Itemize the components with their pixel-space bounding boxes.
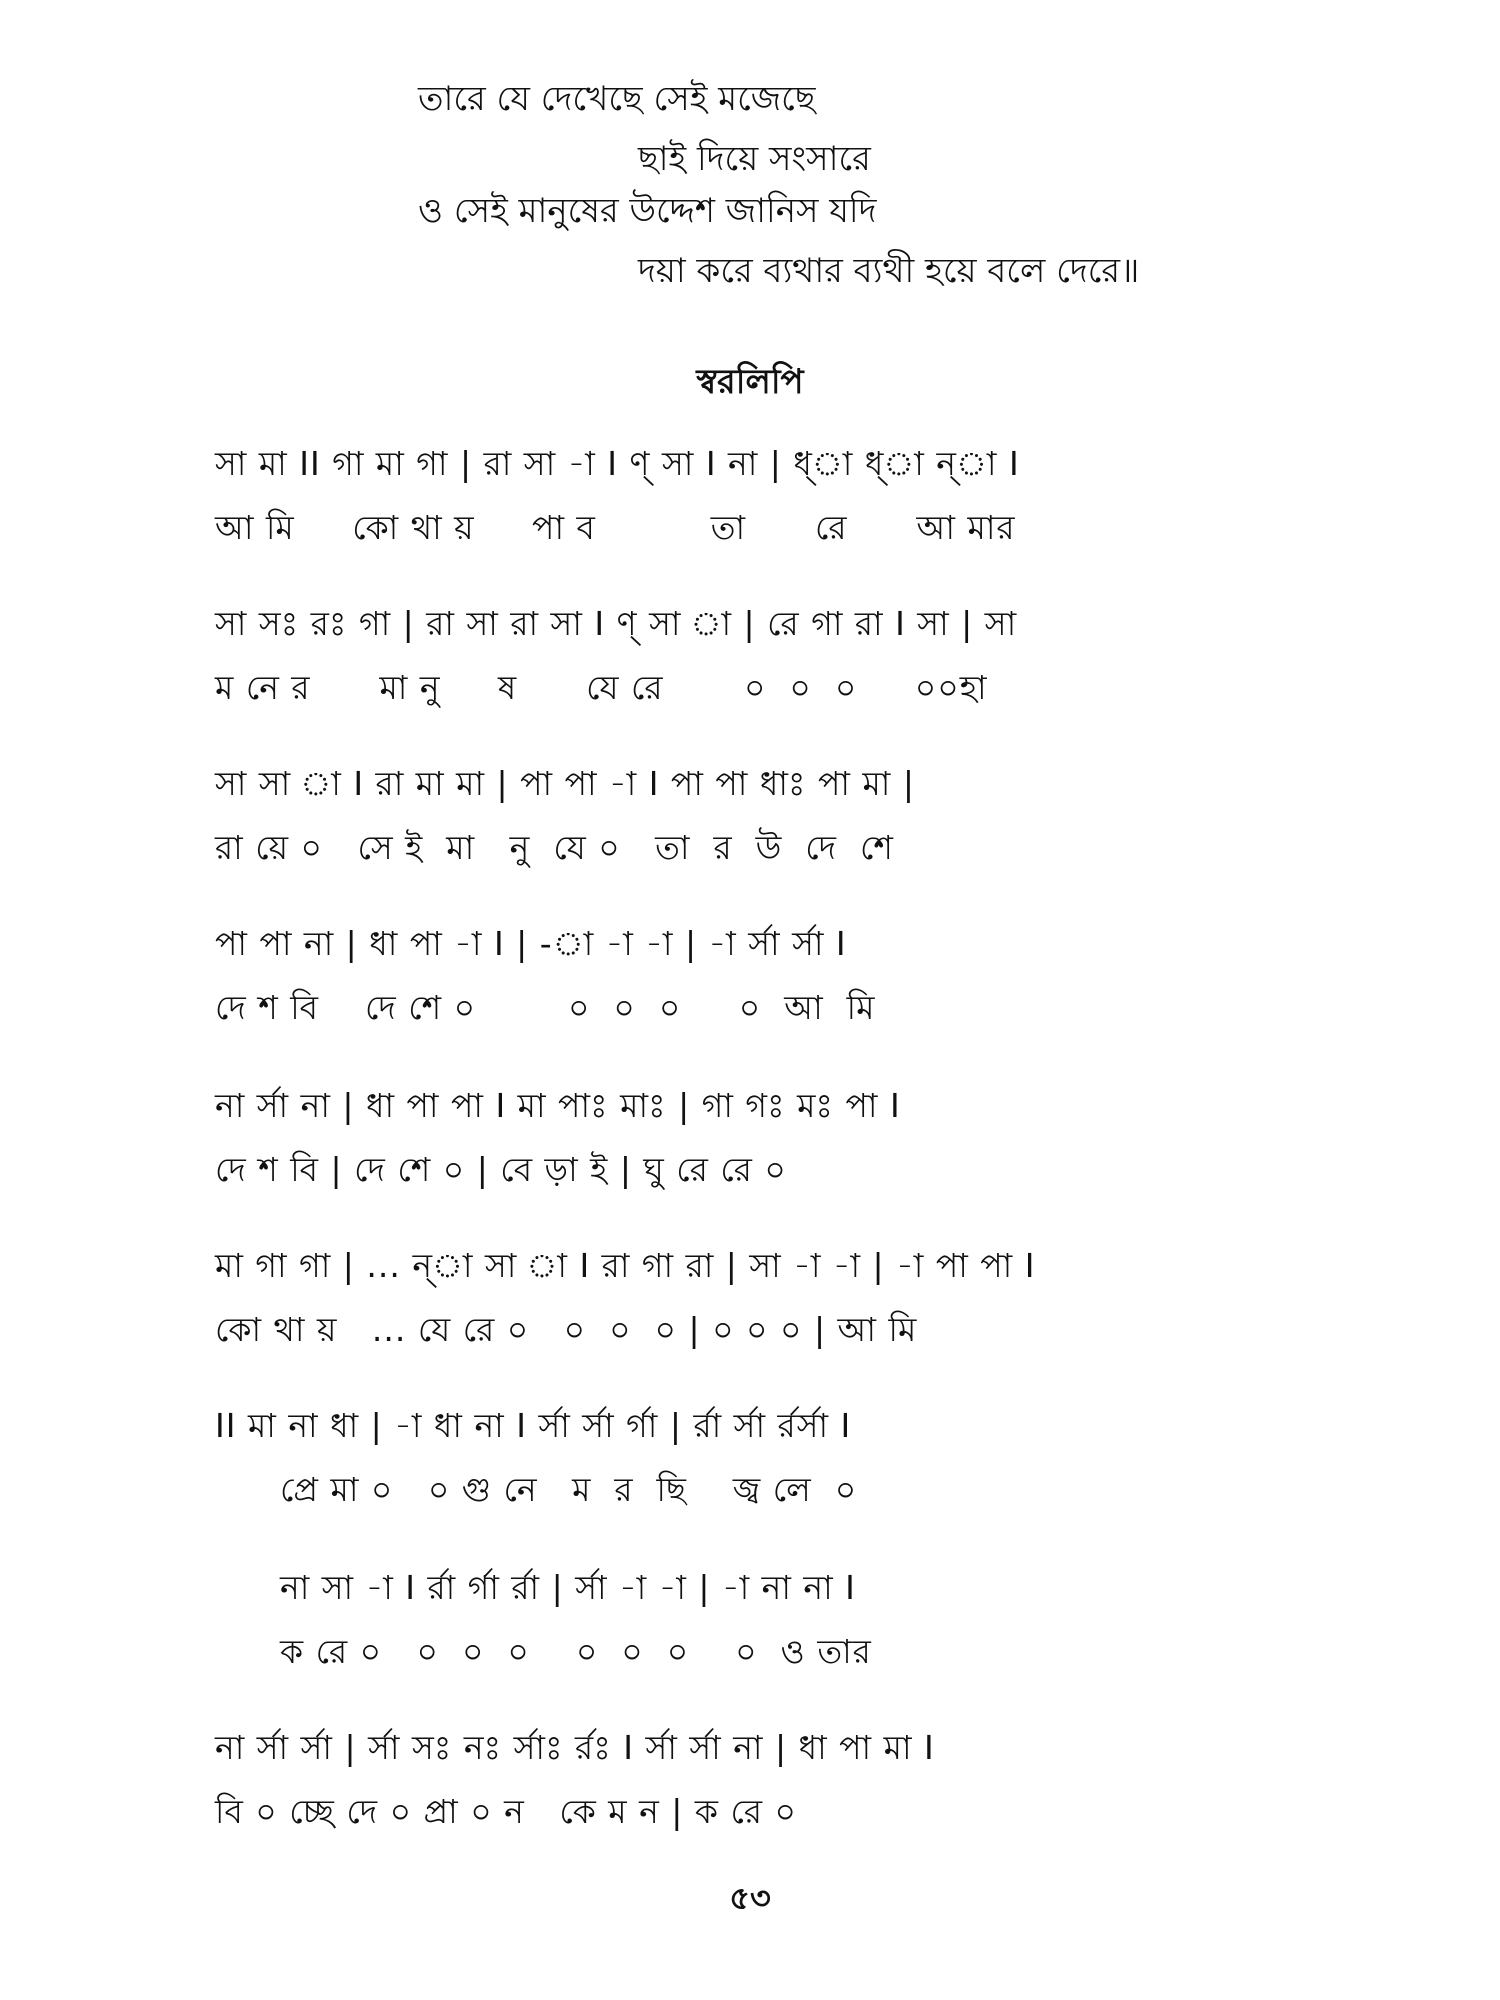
verse-line-2: ছাই দিয়ে সংসারে (638, 139, 871, 179)
notes-row: সা সঃ রঃ গা | রা সা রা সা I ণ্ সা া | রে গা রা I সা | সা (215, 604, 1018, 643)
notes-row: সা মা II গা মা গা | রা সা -া I ণ্ সা I না | ধ্া ধ্া ন্া I (215, 444, 1020, 483)
verse-line-3: ও সেই মানুষের উদ্দেশ জানিস যদি (418, 191, 877, 231)
lyrics-row: কো থা য় ... যে রে ০ ০ ০ ০ | ০ ০ ০ | আ মি (215, 1310, 918, 1349)
notes-row: না সা -া I র্রা র্গা র্রা | র্সা -া -া | -া না না I (280, 1568, 856, 1607)
lyrics-row: দে শ বি দে শে ০ ০ ০ ০ ০ আ মি (215, 988, 876, 1027)
lyrics-row: বি ০ চ্ছে দে ০ প্রা ০ ন কে ম ন | ক রে ০ (215, 1792, 797, 1831)
notes-row: সা সা া I রা মা মা | পা পা -া I পা পা ধাঃ পা মা | (215, 764, 915, 803)
notation-heading: স্বরলিপি (696, 362, 804, 402)
lyrics-row: ক রে ০ ০ ০ ০ ০ ০ ০ ০ ও তার (280, 1632, 872, 1671)
verse-line-4: দয়া করে ব্যথার ব্যথী হয়ে বলে দেরে॥ (638, 251, 1140, 291)
notes-row: মা গা গা | ... ন্া সা া I রা গা রা | সা -া -া | -া পা পা I (215, 1246, 1036, 1285)
lyrics-row: আ মি কো থা য় পা ব তা রে আ মার (215, 508, 1016, 547)
lyrics-row: ম নে র মা নু ষ যে রে ০ ০ ০ ০০হা (215, 668, 988, 707)
verse-line-1: তারে যে দেখেছে সেই মজেছে (418, 79, 816, 119)
page-number: ৫৩ (729, 1879, 771, 1917)
notes-row: না র্সা র্সা | র্সা সঃ নঃ র্সাঃ র্রঃ I র্সা র্সা না | ধা পা মা I (215, 1728, 935, 1767)
lyrics-row: প্রে মা ০ ০ গু নে ম র ছি জ্ব লে ০ (280, 1470, 858, 1509)
notes-row: II মা না ধা | -া ধা না I র্সা র্সা র্গা | র্রা র্সা র্রর্সা I (215, 1406, 852, 1445)
notes-row: পা পা না | ধা পা -া I | -া -া -া | -া র্সা র্সা I (215, 924, 847, 963)
lyrics-row: রা য়ে ০ সে ই মা নু যে ০ তা র উ দে শে (215, 828, 894, 867)
notes-row: না র্সা না | ধা পা পা I মা পাঃ মাঃ | গা গঃ মঃ পা I (215, 1086, 901, 1125)
lyrics-row: দে শ বি | দে শে ০ | বে ড়া ই | ঘু রে রে ০ (215, 1150, 787, 1189)
